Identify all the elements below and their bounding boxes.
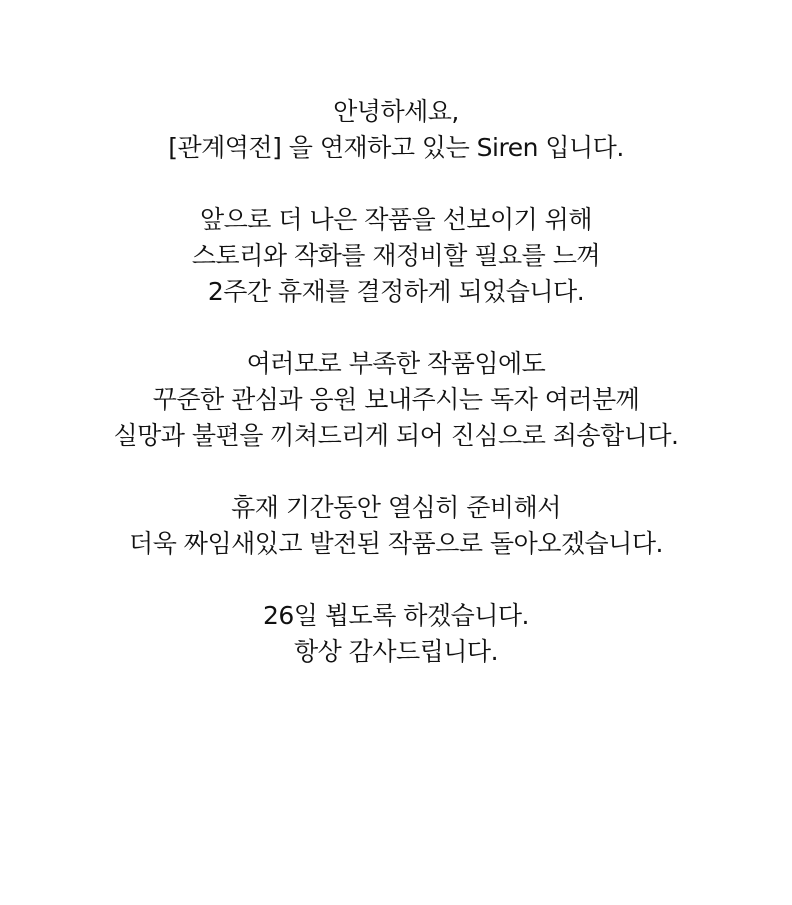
- thanks-line: 항상 감사드립니다.: [293, 637, 499, 666]
- closing-paragraph: [0, 598, 792, 670]
- promise-line-1: 휴재 기간동안 열심히 준비해서: [231, 493, 561, 522]
- return-date-line: 26일 뵙도록 하겠습니다.: [262, 601, 529, 630]
- greeting-line: 안녕하세요,: [333, 97, 459, 126]
- reason-line-1: 앞으로 더 나은 작품을 선보이기 위해: [200, 205, 592, 234]
- reason-line-3: 2주간 휴재를 결정하게 되었습니다.: [207, 277, 585, 306]
- greeting-paragraph: [0, 94, 792, 166]
- apology-line-2: 꾸준한 관심과 응원 보내주시는 독자 여러분께: [152, 385, 640, 414]
- promise-paragraph: [0, 490, 792, 562]
- apology-paragraph: [0, 346, 792, 454]
- reason-line-2: 스토리와 작화를 재정비할 필요를 느껴: [191, 241, 601, 270]
- apology-line-1: 여러모로 부족한 작품임에도: [246, 349, 546, 378]
- hiatus-notice: [0, 94, 792, 706]
- promise-line-2: 더욱 짜임새있고 발전된 작품으로 돌아오겠습니다.: [129, 529, 663, 558]
- apology-line-3: 실망과 불편을 끼쳐드리게 되어 진심으로 죄송합니다.: [113, 421, 679, 450]
- hiatus-reason-paragraph: [0, 202, 792, 310]
- author-intro-line: [관계역전] 을 연재하고 있는 Siren 입니다.: [168, 133, 624, 162]
